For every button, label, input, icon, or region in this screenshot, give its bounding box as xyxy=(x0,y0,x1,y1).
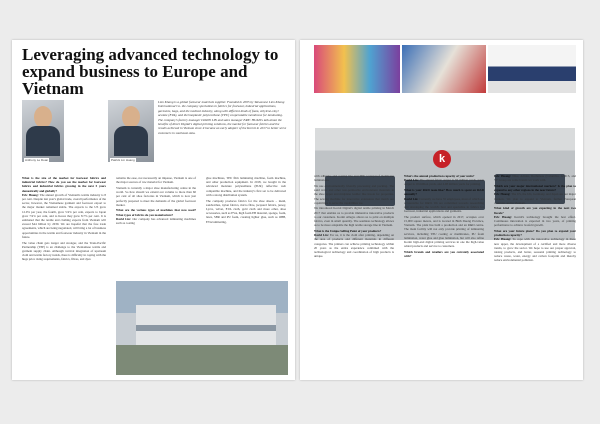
interview-answer xyxy=(22,193,106,239)
article-title: Leveraging advanced technology to expand business to Europe and Vietnam xyxy=(22,45,279,98)
speaker-name: David Lin: xyxy=(404,196,420,201)
answer-text: We use environmentally friendly processing and packing. The sand wave and other non-permeable environment materials in the shoe upper and midplane leather like insole for properties. The sewing machine for innovative extensions that match our capabilities to serve the capabilities we. xyxy=(314,183,394,205)
portrait-photo-right xyxy=(108,100,154,162)
kornit-logo-icon: k xyxy=(433,150,451,168)
column-3 xyxy=(206,176,286,225)
answer-text: We introduced Kornit Digital's digital textile printing in March 2017 that enables us to provide immersive innovative products to our customers. Kornit Allegro allows us to print on multiple fabrics, even in small quantity. The seamless technology allows us to be more adaptable the high textile storage line in Vietnam. xyxy=(314,206,394,228)
photo-caption-left: Anthony Le Doan xyxy=(25,158,49,162)
fabric-swatches-photo xyxy=(314,45,400,93)
answer-text: The annual fabric output is 50 million yards, paste output is 10 million yards, and 4.08 million yards for printing. xyxy=(404,178,484,187)
portrait-face xyxy=(34,106,52,128)
interview-answer xyxy=(22,241,106,262)
interview-question: Which are your major international markets? Is the plan to expand to any other regions in the near future? xyxy=(494,183,576,193)
interview-question: Which brands and retailers are you currently associated with? xyxy=(404,249,484,259)
answer-text: The company produces fabrics for the shoe sheets – mesh, sandwiches, nylon fabrics, micro fibre, jacquard fabrics, jersey, Lycra, velvet, EVA cloth, gold cloth and more other, shoe accessories, such as EVA, high foam EB material, sponge, foam, latex, SBR and PU foam, creating lighter glue, such as OBB, EVA laminating, xyxy=(206,198,287,224)
answer-text: The product surface, which opened in 2017, occupies over 15,000 square meters, and is located in Binh Duong Province, Vietnam. The plant has built a production and an R&D centre. The main facility will not only provide printing of laminating services, including TPU coating or membranes, PU foam lamination, water glue and glue lamination, but will also refine Kornit high-end digital printing services in one the high-value added products and service to customers. xyxy=(404,214,484,249)
interview-answer xyxy=(314,233,394,258)
column-4 xyxy=(314,174,394,260)
photo-caption-right: Patrick Lin Huang xyxy=(111,158,135,162)
interview-answer xyxy=(404,178,484,186)
answer-text: The value chain gets longer and stronger, and the Trans-Pacific Partnership (TPP) is an challenge to the Vietnamese textile and garment supply chain. Although vertical integration of upstream cloth and textile factory trends, there is difficulty in coping with the huge price rising requirements, fabrics, fibres, and dyes xyxy=(22,240,106,262)
interview-answer xyxy=(494,174,576,182)
interview-question: What is the Unique Selling Point of your products? xyxy=(314,228,382,233)
portrait-body xyxy=(114,126,148,156)
interview-answer xyxy=(314,184,394,205)
answer-text: remains the ease, not necessarily an impasse, Vietnam is one of the major sources of raw material for Vietnam. xyxy=(116,176,196,185)
factory-lawn xyxy=(116,345,288,375)
speaker-name: David Lin: xyxy=(404,178,420,183)
interview-answer xyxy=(494,215,576,228)
interview-answer xyxy=(206,176,286,197)
factory-photo xyxy=(116,281,288,375)
speaker-name: Eric Huang: xyxy=(494,237,513,242)
speaker-name: Eric Huang: xyxy=(494,192,512,197)
column-6 xyxy=(494,174,576,264)
portrait-body xyxy=(26,126,60,156)
interview-answer xyxy=(404,197,484,214)
answer-text: Vietnam is currently a major shoe manufacturing centre in the world. So how should we extend our volume to more than 60 per cent of all shoe factories in Vietnam, which is now just perfectly prepared to meet the demands of the global footwear market. xyxy=(116,185,196,207)
answer-text: Our company has advanced laminating machines such as coating xyxy=(116,216,196,226)
left-page xyxy=(12,40,295,380)
interview-answer xyxy=(116,186,196,207)
portrait-photo-left xyxy=(22,100,64,162)
printed-fabric-photo xyxy=(402,45,486,93)
interview-question: What is your R&D team like? How much is spent on R&D annually? xyxy=(404,188,484,197)
answer-text: Kornit's technology brought the best effect. Continuous innovation is expected in two years, of printing performance to achieve twofold growth. xyxy=(494,214,576,228)
portrait-face xyxy=(122,106,140,128)
intro-paragraph: Lien Khang is a global footwear materials supplier. Founded in 2005 by Taiwanese Lien Khang International Co. the company specializes in fabrics for footwear, industrial applications, garments, bags, and the medical industry, along with different kinds of foam, ethylene-vinyl acetate (EVA), and thermoplastic polyurethane (TPU) cooperatable membrane for laminating. The company's factory manager DAVID LIN and sales manager ERIC HUANG talk about the benefits of direct Digital's digital printing solutions, the market for footwear fabrics and the results achieved in Vietnam since it became an early adopter of the Kornit in 2017 to better serve customers in southeast Asia. xyxy=(158,100,287,135)
interview-answer xyxy=(314,206,394,227)
speaker-name: Eric Huang: xyxy=(494,174,513,178)
speaker-name: Eric Huang: xyxy=(494,214,515,219)
answer-text: For us, it is the cloth after printing, depending on the area of products and different materials in different categories. The printers can achieve printing technology within 20 years as the entire experience combined with the technological technology and coordination of high products is unique. xyxy=(314,233,395,259)
interview-answer xyxy=(116,217,196,225)
column-1 xyxy=(22,176,106,263)
interview-answer xyxy=(404,215,484,249)
answer-text: The annual growth of Vietnam's textile industry is 8 per cent. Despite last year's global trade, overall performance of the sector, however, the Vietnamese garment and footwear export to the major market remained stable. The exports to the US grew 12.9% per year, the fourth, grew 5.9% per cent, exports to Japan grew 7.9% per cent, and to Korea they grew 8.7% per cent. It is estimated that the textile and clothing exports from Vietnam will exceed $44 billion by 2030. We are hopeful that the free trade agreements, which are being negotiated, will bring a lot of business opportunities in the textile and footwear industry in Vietnam in the future. xyxy=(22,192,106,239)
answer-text: The US, the UK, Germany, and Japan are our major markets. We plan to expand to Vietnam, further European countries and in Vietnam. xyxy=(494,192,576,205)
interview-answer xyxy=(494,192,576,205)
interview-answer xyxy=(206,199,286,224)
speaker-name: David Lin: xyxy=(314,233,330,238)
interview-answer xyxy=(494,237,576,262)
answer-text: glue machines, TPU film laminating machine, foam machine, and other production equipment. In 2018, we bought in the advanced moisture polyurethane (PUR) reflective web compatible machine, and the industry's first set to be delivered with a strong distribution system. xyxy=(206,176,286,197)
interview-answer xyxy=(314,174,394,182)
interview-question: What's the annual production capacity of your units? xyxy=(404,174,475,178)
sneaker-photo xyxy=(488,45,576,93)
interview-question: What are the various types of machines that now used? What types of fabrics do you manufacture? xyxy=(116,208,196,217)
answer-text: Currently we have 35 employees, most of which are accountable for R&D. We are committed towards researching and developing the world's best and specialize in fabrics for footwear, industrial applications and garments. xyxy=(404,196,484,214)
interview-question: What kind of growth are you expecting in the next two fiscals? xyxy=(494,206,576,215)
answer-text: with adhesive and coating line and TPU waterproof membrane laminations. xyxy=(314,174,394,183)
speaker-name: Eric Huang: xyxy=(22,192,40,197)
interview-answer xyxy=(116,176,196,184)
speaker-name: David Lin: xyxy=(116,216,133,221)
column-5 xyxy=(404,174,484,258)
answer-text: To cope with the innovative technology in these new upper, the development of a certified and more diverse trends, to grow the sector. We hope to use our proper approval, raising products, and better, seasonal printing technology to reduce waste, water, energy and carbon footprint and thereby reduce environmental pollution. xyxy=(494,237,576,263)
factory-window-band xyxy=(136,325,276,331)
answer-text: Nike, Adidas, Rocheteau (Columbia, ASICS, and VF Group are some brands we work with. xyxy=(494,174,576,183)
interview-question: What is the size of the market for footwear fabrics and industrial fabrics? How do you see the market for footwear fabrics and industrial fabrics growing in the next 5 years domestically and globally? xyxy=(22,176,106,193)
right-page xyxy=(300,40,583,380)
column-2 xyxy=(116,176,196,227)
interview-question: What are your future plans? Do you plan to expand your production capacity? xyxy=(494,228,576,238)
